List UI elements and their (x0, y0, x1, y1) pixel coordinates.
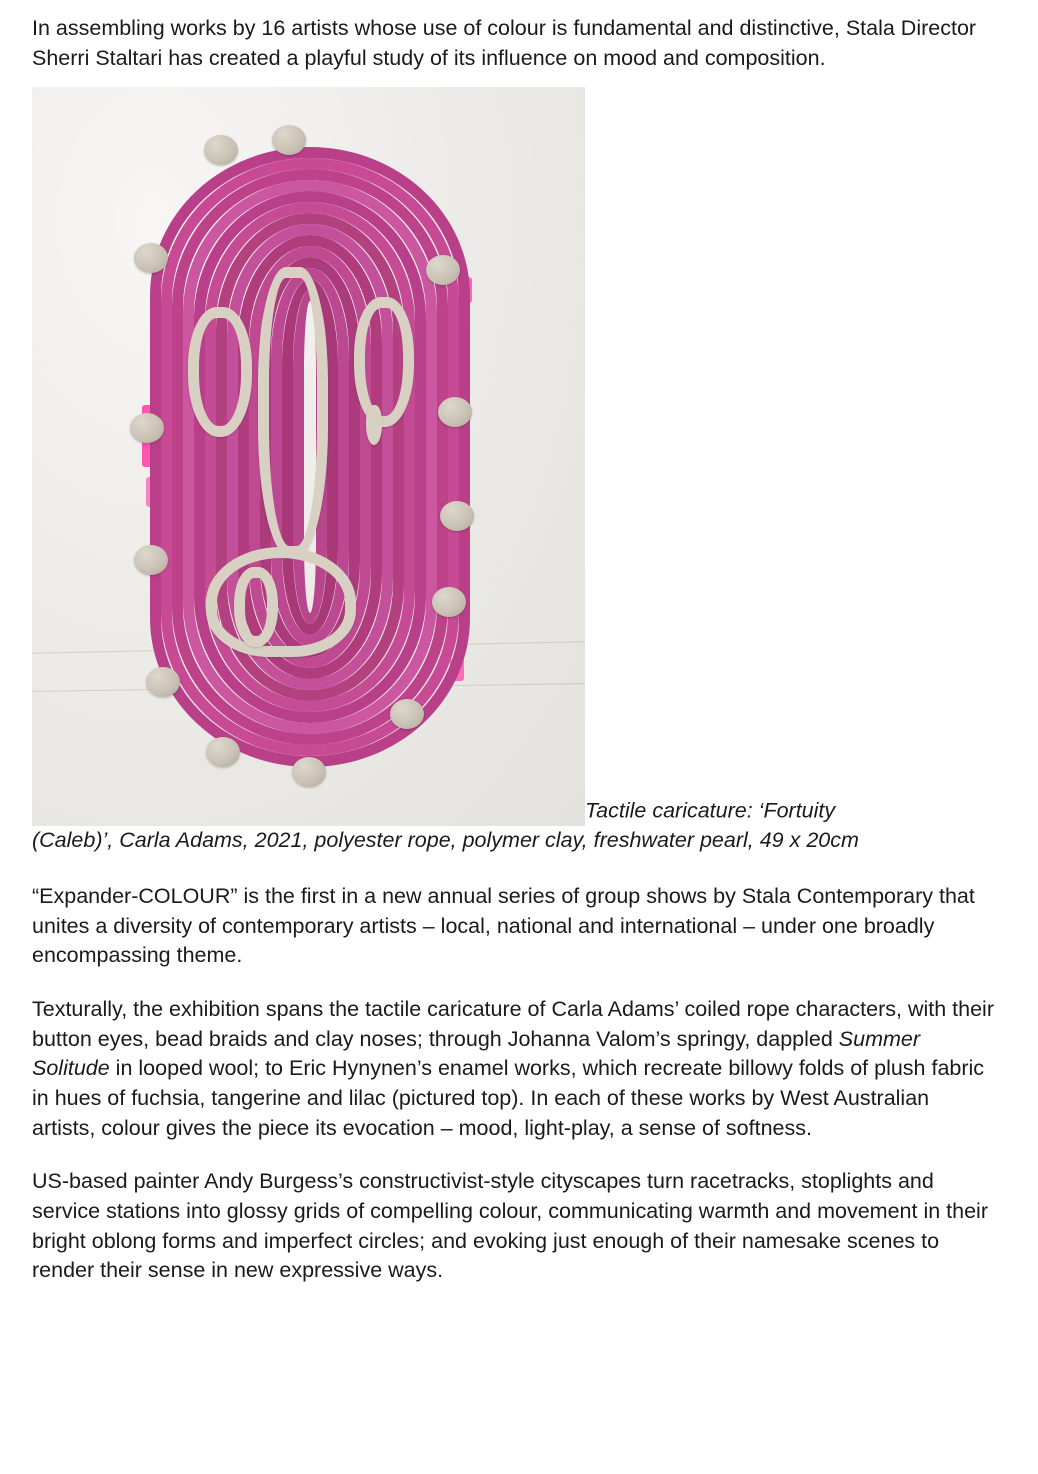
paragraph-texturally-part2: in looped wool; to Eric Hynynen’s enamel works, which recreate billowy folds of plush fabric in hues of fuchsia, tangerine and lilac (pictured top). In each of these works by West Australian artists, colour gives the piece its evocation – mood, light-play, a sense of softness. (32, 1056, 985, 1140)
pearl-bead (206, 737, 240, 767)
figure-caption-rest: (Caleb)’, Carla Adams, 2021, polyester rope, polymer clay, freshwater pearl, 49 x 20cm (32, 828, 859, 853)
artwork-title-italic: Summer Solitude (32, 1026, 921, 1081)
clay-mouth-inner (234, 567, 278, 647)
figure (32, 87, 998, 856)
clay-eye-right (354, 297, 414, 427)
paragraph-expander-colour: “Expander-COLOUR” is the first in a new annual series of group shows by Stala Contemporary that unites a diversity of contemporary artists – local, national and international – under one broadly encompassing theme. (32, 883, 975, 968)
clay-eye-left (188, 307, 252, 437)
paragraph-andy-burgess: US-based painter Andy Burgess’s constructivist-style cityscapes turn racetracks, stoplights and service stations into glossy grids of compelling colour, communicating warmth and movement in their bright oblong forms and imperfect circles; and evoking just enough of their namesake scenes to render their sense in new expressive ways. (32, 1169, 988, 1283)
paragraph-texturally (32, 995, 998, 1143)
figure-caption-inline: Tactile caricature: ‘Fortuity (585, 798, 836, 823)
intro-paragraph: In assembling works by 16 artists whose use of colour is fundamental and distinctive, Stala Director Sherri Staltari has created a playful study of its influence on mood and composition. (32, 16, 977, 70)
clay-mouth (206, 547, 356, 657)
paragraph-texturally-part1: Texturally, the exhibition spans the tactile caricature of Carla Adams’ coiled rope characters, with their button eyes, bead braids and clay noses; through Johanna Valom’s springy, dappled (32, 996, 994, 1051)
artwork-photo (32, 87, 585, 826)
pearl-bead (204, 135, 238, 165)
clay-nose (258, 267, 328, 557)
coiled-rope-form (150, 147, 470, 767)
